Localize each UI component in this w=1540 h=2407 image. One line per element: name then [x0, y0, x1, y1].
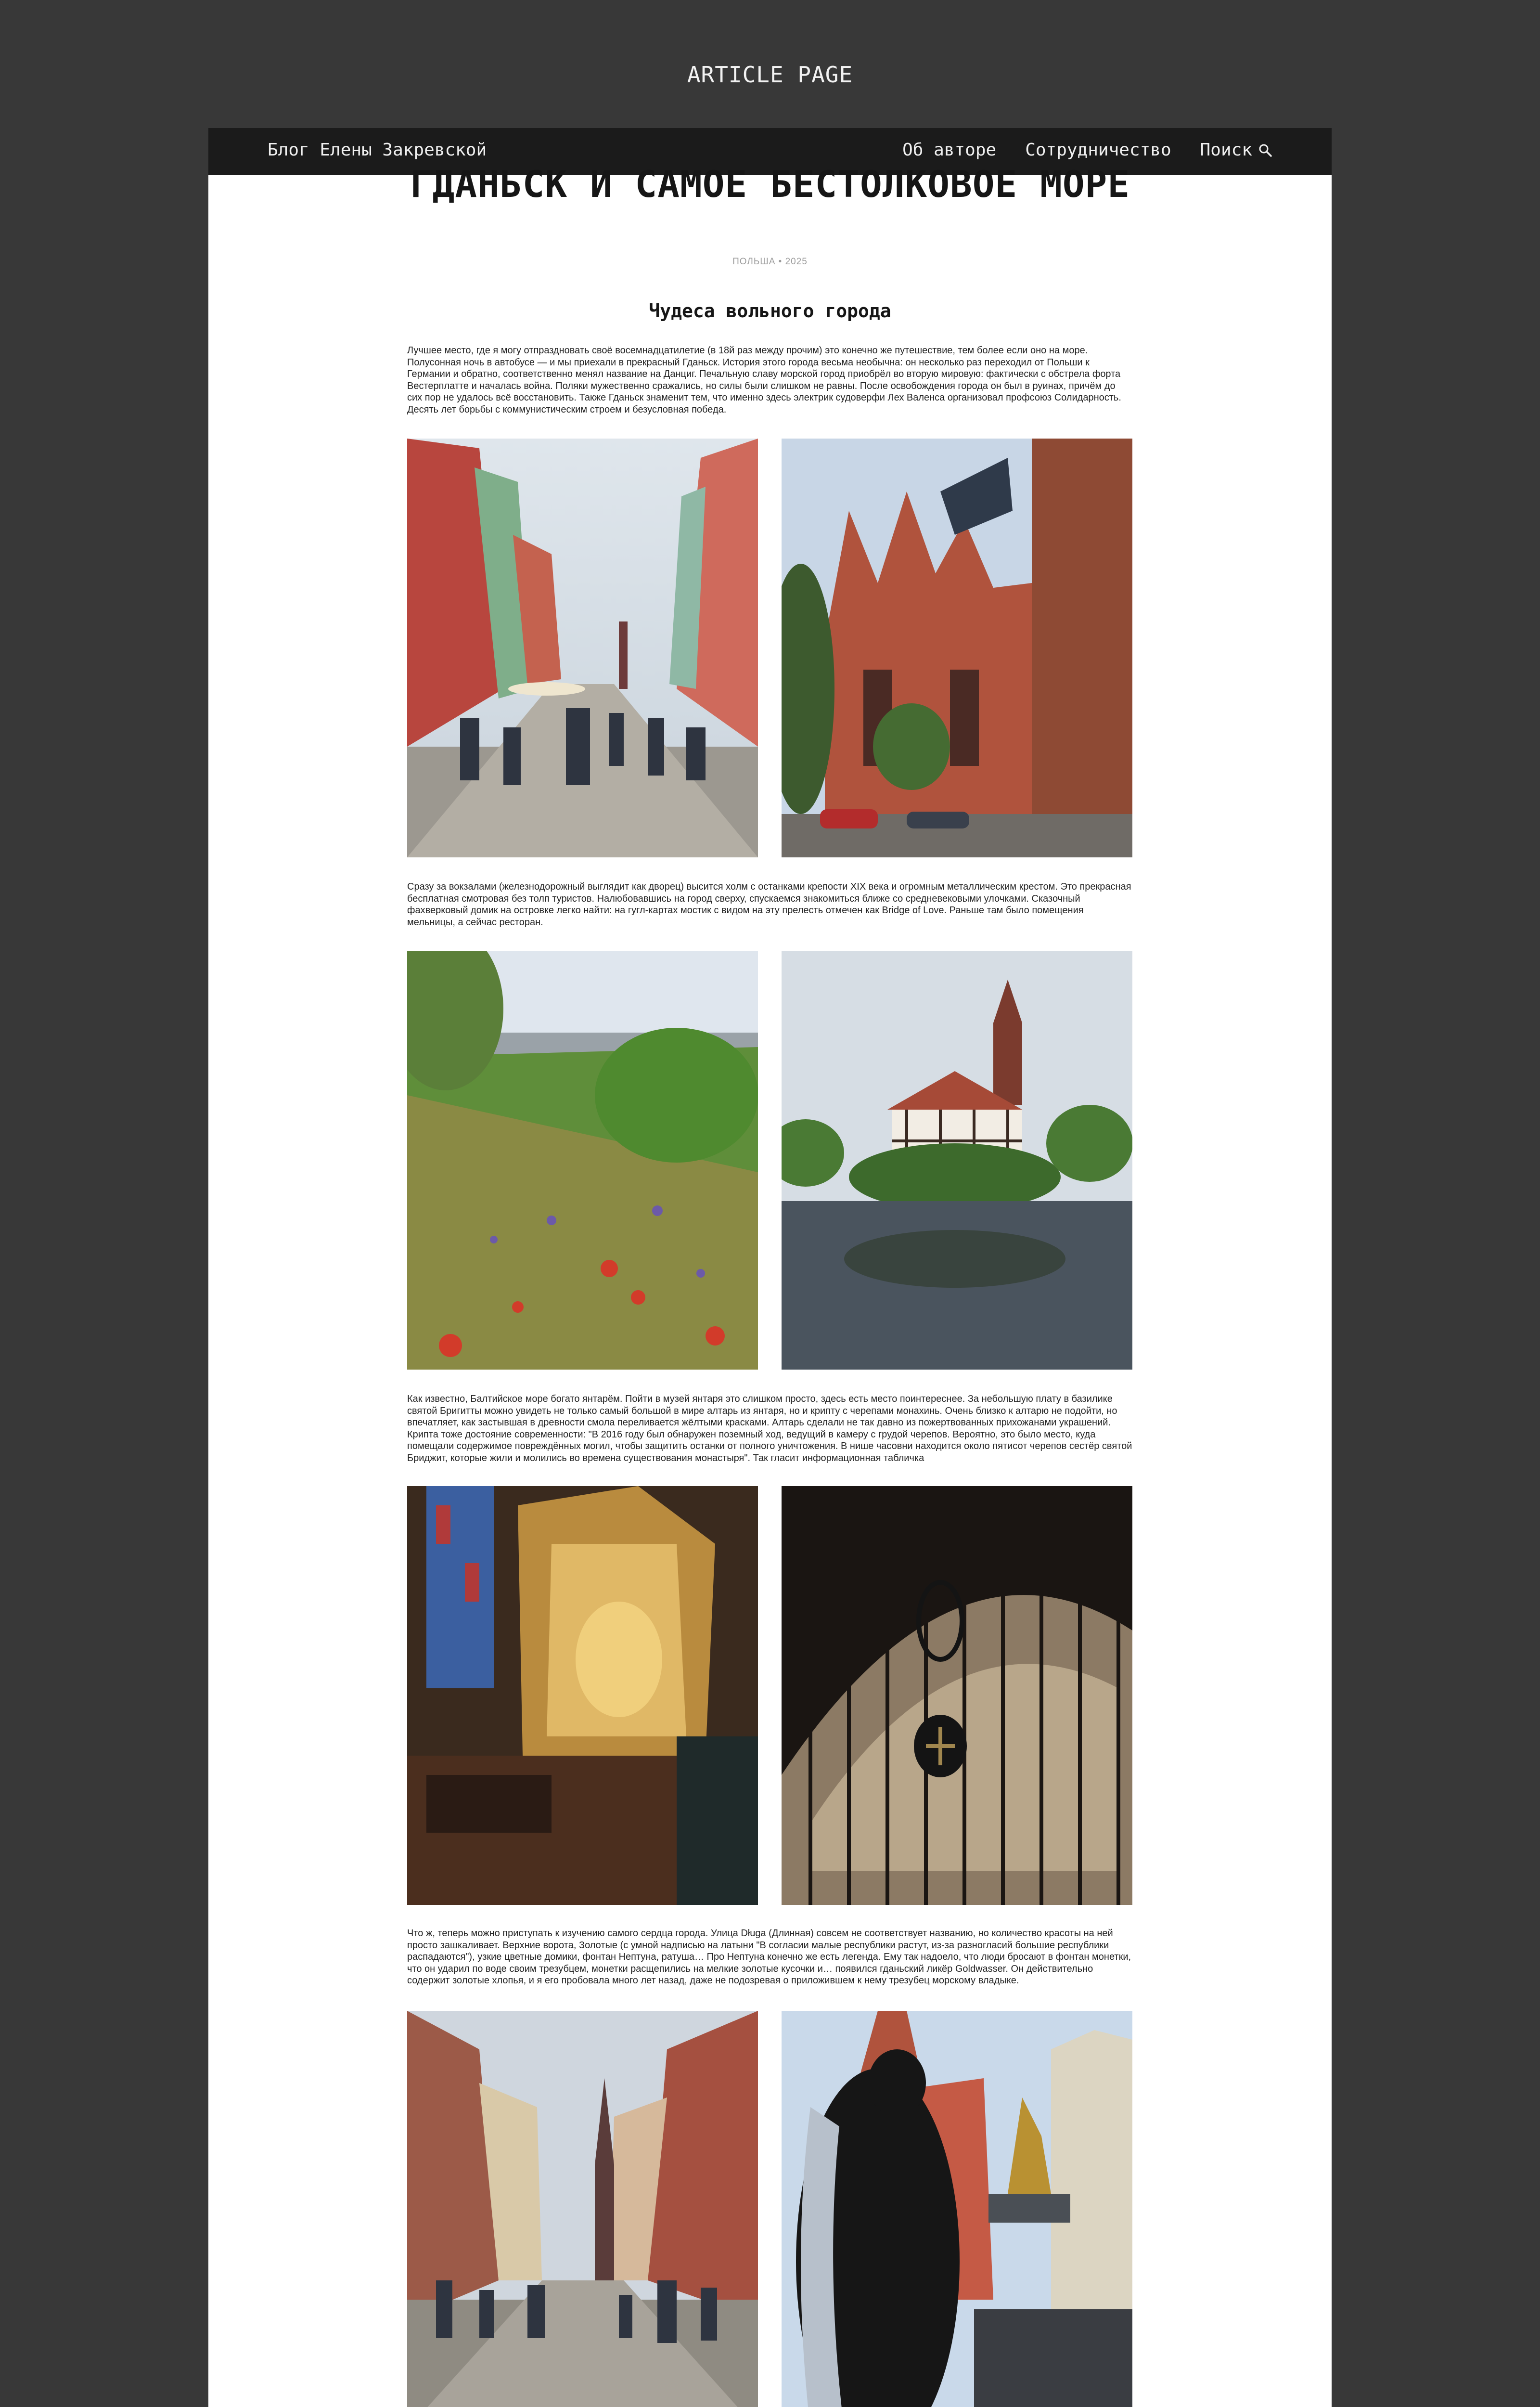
article-subtitle: Чудеса вольного города: [649, 300, 891, 322]
main-nav: [902, 140, 1272, 160]
nav-about-label: Об авторе: [902, 140, 997, 160]
amber-altar-photo: [407, 1486, 758, 1905]
skull-crypt-photo: [782, 1486, 1132, 1905]
article-paragraph: Что ж, теперь можно приступать к изучению самого сердца города. Улица Długa (Длинная) совсем не соответствует названию, но количество красоты на ней просто зашкаливает. Верхние ворота, Золотые (с умной надписью на латыни "В согласии малые республики растут, из-за разногласий большие республики распадаются"), узкие цветные домики, фонтан Нептуна, ратуша… Про Нептуна конечно же есть легенда. Ему так надоело, что люди бросают в фонтан монетки, что он ударил по воде своим трезубцем, монетки расщепились на мелкие золотые кусочки и… появился гданьский ликёр Goldwasser. Он действительно содержит золотые хлопья, и я его пробовала много лет назад, даже не подозревая о приложившем к нему трезубец морскому владыке.: [407, 1928, 1131, 1986]
neptune-fountain-photo: [782, 2011, 1132, 2407]
nav-search-label: Поиск: [1200, 140, 1252, 160]
nav-collaboration[interactable]: [1025, 140, 1171, 160]
hill-flowers-photo: [407, 951, 758, 1370]
brick-church-photo: [782, 439, 1132, 857]
half-timbered-house-photo: [782, 951, 1132, 1370]
street-photo-dluga: [407, 439, 758, 857]
search-icon: [1258, 143, 1272, 157]
site-brand-link[interactable]: Блог Елены Закревской: [268, 140, 487, 160]
article-meta: ПОЛЬША • 2025: [732, 257, 808, 267]
page-label: ARTICLE PAGE: [687, 62, 853, 88]
nav-about[interactable]: [902, 140, 996, 160]
article-paragraph: Сразу за вокзалами (железнодорожный выглядит как дворец) высится холм с останками крепости XIX века и огромным металлическим крестом. Это прекрасная бесплатная смотровая без толп туристов. Налюбовавшись на город сверху, спускаемся знакомиться ближе со средневековыми улочками. Сказочный фахверковый домик на островке легко найти: на гугл-картах мостик с видом на эту прелесть отмечен как Bridge of Love. Раньше там было помещения мельницы, а сейчас ресторан.: [407, 881, 1131, 928]
long-street-photo: [407, 2011, 758, 2407]
nav-search[interactable]: [1200, 140, 1272, 160]
article-paragraph: Лучшее место, где я могу отпраздновать своё восемнадцатилетие (в 18й раз между прочим) это конечно же путешествие, тем более если оно на море. Полусонная ночь в автобусе — и мы приехали в прекрасный Гданьск. История этого города весьма необычна: он несколько раз переходил от Польши к Германии и обратно, соответственно менял название на Данциг. Печальную славу морской город приобрёл во вторую мировую: фактически с обстрела форта Вестерплатте и началась война. Поляки мужественно сражались, но силы были слишком не равны. После освобождения города он был в руинах, причём до сих пор не удалось всё восстановить. Также Гданьск знаменит тем, что именно здесь электрик судоверфи Лех Валенса организовал профсоюз Солидарность. Десять лет борьбы с коммунистическим строем и безусловная победа.: [407, 345, 1121, 415]
browser-frame: [208, 128, 1332, 2407]
article-title: ГДАНЬСК И САМОЕ БЕСТОЛКОВОЕ МОРЕ: [410, 163, 1130, 206]
article-paragraph: Как известно, Балтийское море богато янтарём. Пойти в музей янтаря это слишком просто, здесь есть место поинтереснее. За небольшую плату в базилике святой Бригитты можно увидеть не только самый большой в мире алтарь из янтаря, но и крипту с черепами монахинь. Очень близко к алтарю не подойти, но впечатляет, как застывшая в древности смола переливается жёлтыми красками. Алтарь сделали не так давно из пожертвованных прихожанами украшений. Крипта тоже достояние современности: "В 2016 году был обнаружен поземный ход, ведущий в камеру с грудой черепов. Вероятно, это было место, куда помещали содержимое повреждённых могил, чтобы защитить останки от полного уничтожения. В нише часовни находится около пятисот черепов сестёр святой Бриджит, которые жили и молились во времена существования монастыря". Так гласит информационная табличка: [407, 1394, 1132, 1463]
nav-collaboration-label: Сотрудничество: [1025, 140, 1171, 160]
